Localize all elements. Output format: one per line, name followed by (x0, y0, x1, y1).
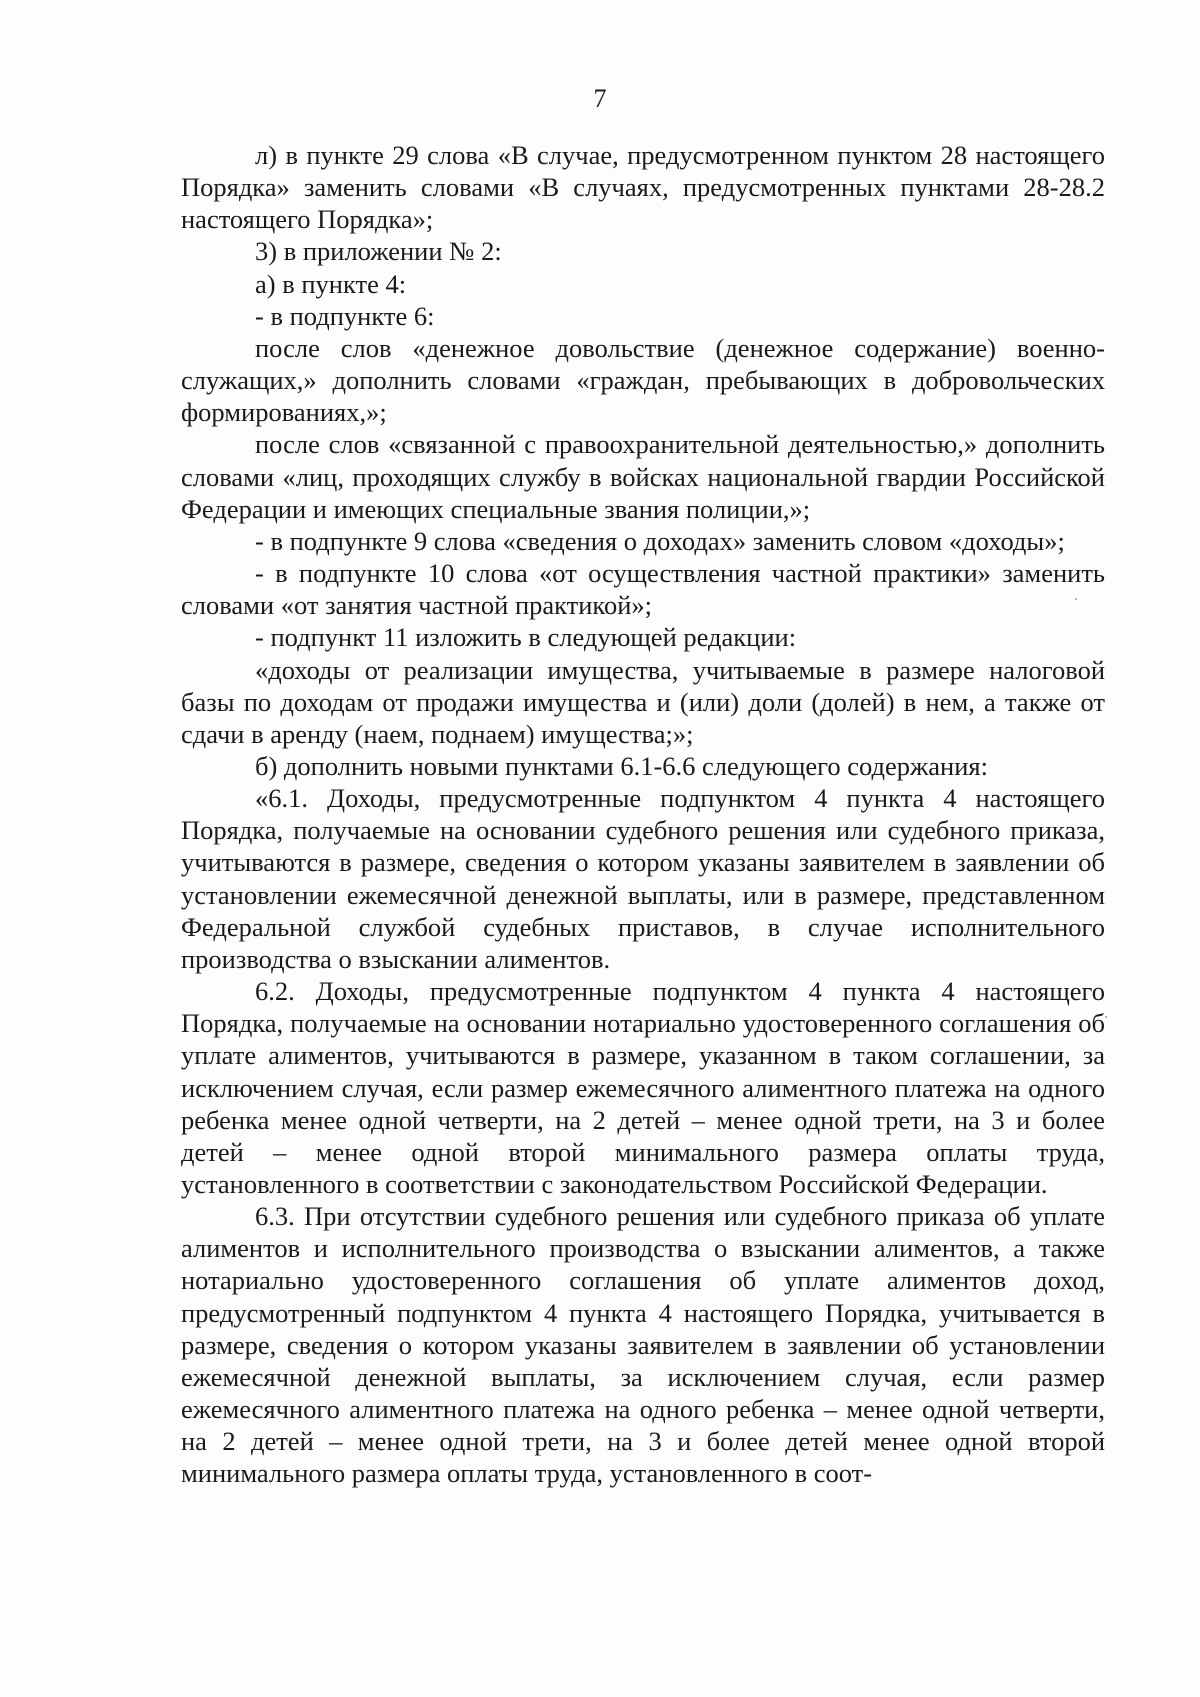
paragraph-property-income: «доходы от реализации имущества, учитываемые в размере налоговой базы по доходам от продажи имущества и (или) доли (долей) в нем, а также от сдачи в аренду (наем, поднаем) имущества;»; (181, 654, 1105, 749)
paragraph-6-1: «6.1. Доходы, предусмотренные подпунктом 4 пункта 4 настоящего Порядка, получаемые на основании судебного решения или судебного приказа, учитываются в размере, сведения о котором указаны заявителем в заявлении об установлении ежемесячной денежной выплаты, или в размере, представленном Федеральной службой судебных приставов, в случае исполнительного производства о взыскании алиментов. (181, 783, 1105, 974)
paragraph-subpoint-9: - в подпункте 9 слова «сведения о доходах» заменить словом «доходы»; (255, 525, 1065, 556)
document-body (181, 139, 1105, 1490)
scan-speck (1105, 1016, 1107, 1018)
paragraph-law-enforcement: после слов «связанной с правоохранительной деятельностью,» дополнить словами «лиц, проходящих службу в войсках национальной гвардии Российской Федерации и имеющих специальные звания полиции,»; (181, 429, 1105, 524)
paragraph-subpoint-6: - в подпункте 6: (255, 300, 435, 331)
page-number: 7 (593, 84, 607, 113)
paragraph-subpoint-11: - подпункт 11 изложить в следующей редакции: (255, 622, 797, 653)
paragraph-military-allowance: после слов «денежное довольствие (денежное содержание) военнослужащих,» дополнить словами «граждан, пребывающих в добровольческих формированиях,»; (181, 332, 1105, 428)
scan-speck (1075, 598, 1077, 600)
paragraph-6-3: 6.3. При отсутствии судебного решения или судебного приказа об уплате алиментов и исполнительного производства о взыскании алиментов, а также нотариально удостоверенного соглашения об уплате алиментов доход, предусмотренный подпунктом 4 пункта 4 настоящего Порядка, учитывается в размере, сведения о котором указаны заявителем в заявлении об установлении ежемесячной денежной выплаты, за исключением случая, если размер ежемесячного алиментного платежа на одного ребенка – менее одной четверти, на 2 детей – менее одной трети, на 3 и более детей менее одной второй минимального размера оплаты труда, установленного в соот- (181, 1201, 1105, 1489)
paragraph-subpoint-10: - в подпункте 10 слова «от осуществления частной практики» заменить словами «от занятия частной практикой»; (181, 558, 1105, 621)
paragraph-b-new-points: б) дополнить новыми пунктами 6.1-6.6 следующего содержания: (255, 750, 988, 781)
paragraph-l-point-29: л) в пункте 29 слова «В случае, предусмотренном пунктом 28 настоящего Порядка» заменить словами «В случаях, предусмотренных пунктами 28-28.2 настоящего Порядка»; (181, 140, 1105, 235)
paragraph-appendix-2: 3) в приложении № 2: (255, 236, 502, 267)
paragraph-6-2: 6.2. Доходы, предусмотренные подпунктом 4 пункта 4 настоящего Порядка, получаемые на основании нотариально удостоверенного соглашения об уплате алиментов, учитываются в размере, указанном в таком соглашении, за исключением случая, если размер ежемесячного алиментного платежа на одного ребенка менее одной четверти, на 2 детей – менее одной трети, на 3 и более детей – менее одной второй минимального размера оплаты труда, установленного в соответствии с законодательством Российской Федерации. (181, 976, 1105, 1199)
paragraph-a-point-4: а) в пункте 4: (255, 268, 407, 299)
